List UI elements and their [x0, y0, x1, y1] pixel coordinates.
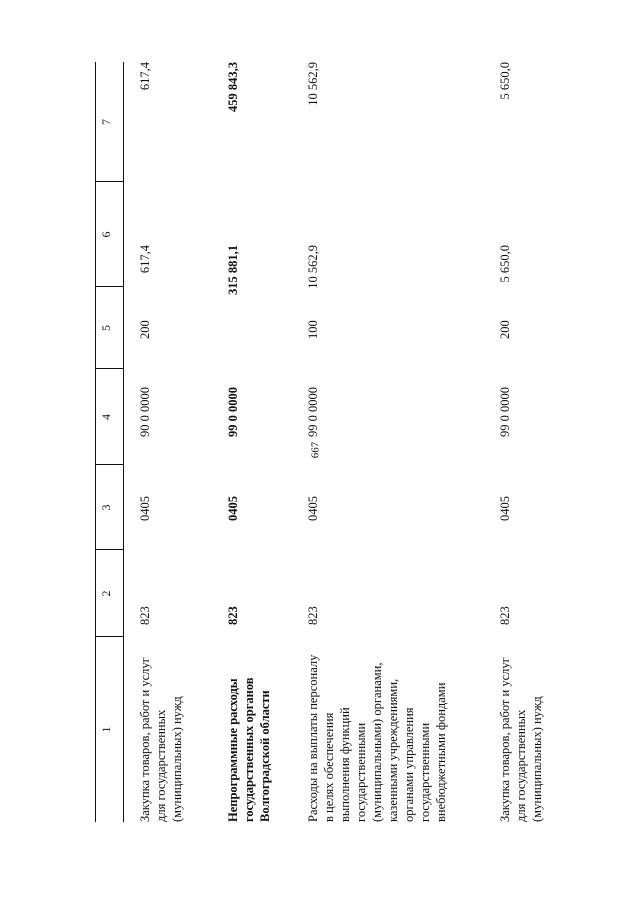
header-cell-2: 2: [99, 590, 113, 597]
row-expense-type: 100: [306, 320, 320, 339]
row-target-code: 99 0 0000: [306, 387, 320, 437]
row-amount-7: 10 562,9: [306, 62, 320, 106]
row-expense-type: 200: [498, 320, 512, 339]
header-cell-6: 6: [99, 231, 113, 238]
row-ministry-code: 823: [498, 606, 512, 625]
row-amount-6: 315 881,1: [226, 245, 240, 295]
header-cell-1: 1: [99, 726, 113, 733]
row-amount-7: 617,4: [138, 62, 152, 91]
row-amount-6: 5 650,0: [498, 245, 512, 283]
row-ministry-code: 823: [138, 606, 152, 625]
row-amount-7: 5 650,0: [498, 62, 512, 100]
row-name: Непрограммные расходы государственных органов Волгоградской области: [226, 677, 272, 822]
row-target-code: 90 0 0000: [138, 387, 152, 437]
row-ministry-code: 823: [226, 606, 240, 625]
rotated-table-page: [95, 62, 555, 822]
header-cell-5: 5: [99, 325, 113, 331]
row-target-code: 99 0 0000: [498, 387, 512, 437]
header-cell-7: 7: [99, 119, 113, 125]
row-section-code: 0405: [226, 496, 240, 521]
row-name: Закупка товаров, работ и услуг для государственных (муниципальных) нужд: [498, 657, 544, 822]
header-cell-4: 4: [99, 414, 113, 420]
row-ministry-code: 823: [306, 606, 320, 625]
row-amount-6: 617,4: [138, 245, 152, 274]
row-target-code: 99 0 0000: [226, 387, 240, 437]
row-amount-6: 10 562,9: [306, 245, 320, 289]
row-amount-7: 459 843,3: [226, 62, 240, 112]
row-section-code: 0405: [306, 496, 320, 521]
row-expense-type: 200: [138, 320, 152, 339]
row-section-code: 0405: [138, 496, 152, 521]
row-section-code: 0405: [498, 496, 512, 521]
row-name: Расходы на выплаты персоналу в целях обеспечения выполнения функций государственными (муниципальными) органами, казенными учреждениями, органами управления государственными внебюджетными фондами: [306, 654, 448, 822]
header-bottom-rule: [123, 62, 124, 822]
page-number: 667: [309, 441, 322, 459]
row-name: Закупка товаров, работ и услуг для государственных (муниципальных) нужд: [138, 657, 184, 822]
header-cell-3: 3: [99, 504, 113, 511]
table-top-rule: [95, 62, 96, 822]
